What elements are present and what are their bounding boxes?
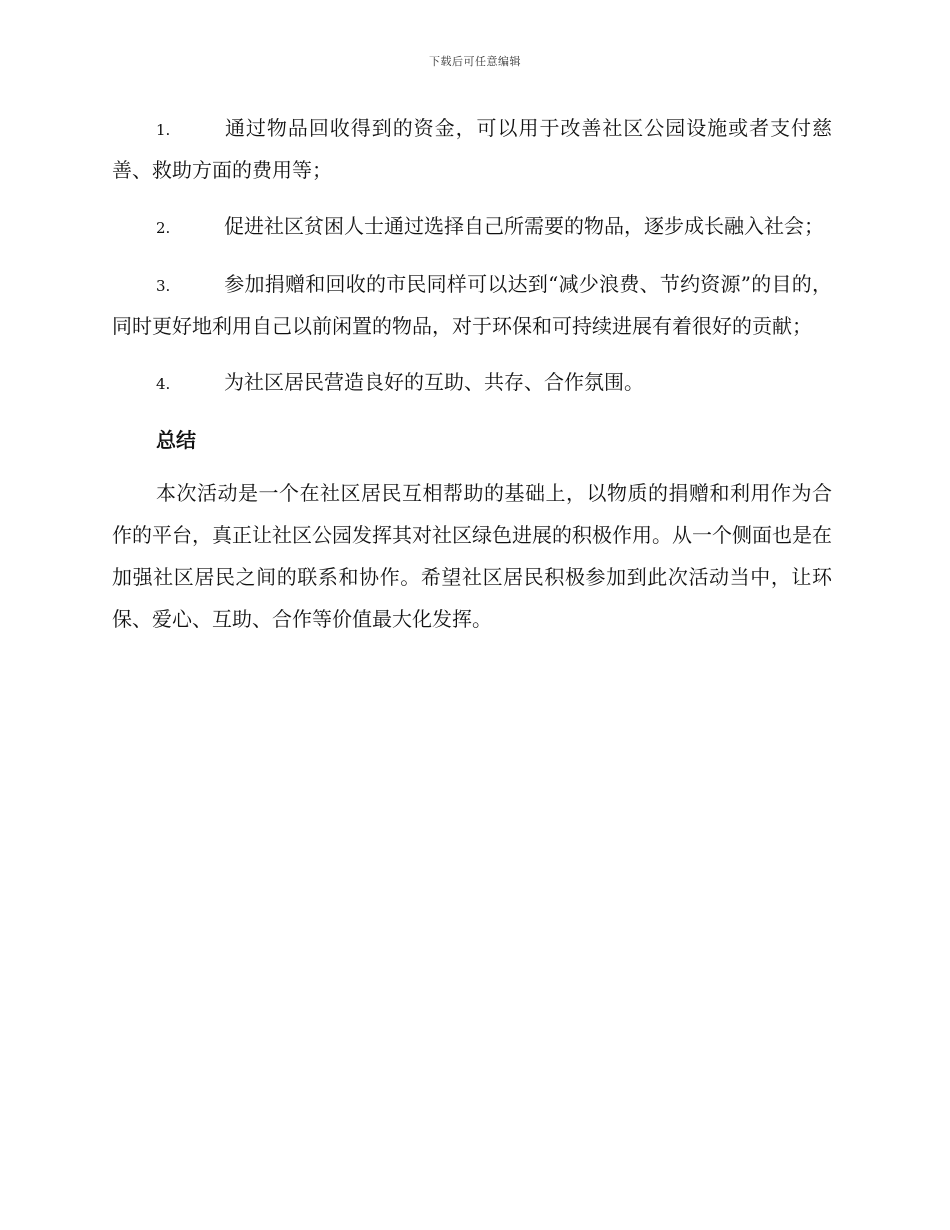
list-item-1 [112, 108, 832, 190]
header-note: 下载后可任意编辑 [429, 55, 521, 68]
list-text: 参加捐赠和回收的市民同样可以达到“减少浪费、节约资源”的目的，同时更好地利用自己以前闲置的物品，对于环保和可持续进展有着很好的贡献； [112, 272, 832, 338]
document-content [112, 108, 832, 640]
summary-paragraph: 本次活动是一个在社区居民互相帮助的基础上，以物质的捐赠和利用作为合作的平台，真正让社区公园发挥其对社区绿色进展的积极作用。从一个侧面也是在加强社区居民之间的联系和协作。希望社区居民积极参加到此次活动当中，让环保、爱心、互助、合作等价值最大化发挥。 [112, 481, 832, 631]
list-text: 为社区居民营造良好的互助、共存、合作氛围。 [224, 370, 644, 394]
list-number: 3. [156, 277, 171, 295]
list-item-3 [112, 264, 832, 346]
summary-heading: 总结 [156, 428, 196, 452]
list-text: 促进社区贫困人士通过选择自己所需要的物品，逐步成长融入社会； [224, 214, 824, 238]
list-number: 4. [156, 375, 171, 393]
list-item-2 [112, 206, 832, 248]
list-number: 2. [156, 219, 171, 237]
list-item-4 [112, 362, 832, 404]
list-number: 1. [156, 121, 171, 139]
list-text: 通过物品回收得到的资金，可以用于改善社区公园设施或者支付慈善、救助方面的费用等； [112, 116, 832, 182]
